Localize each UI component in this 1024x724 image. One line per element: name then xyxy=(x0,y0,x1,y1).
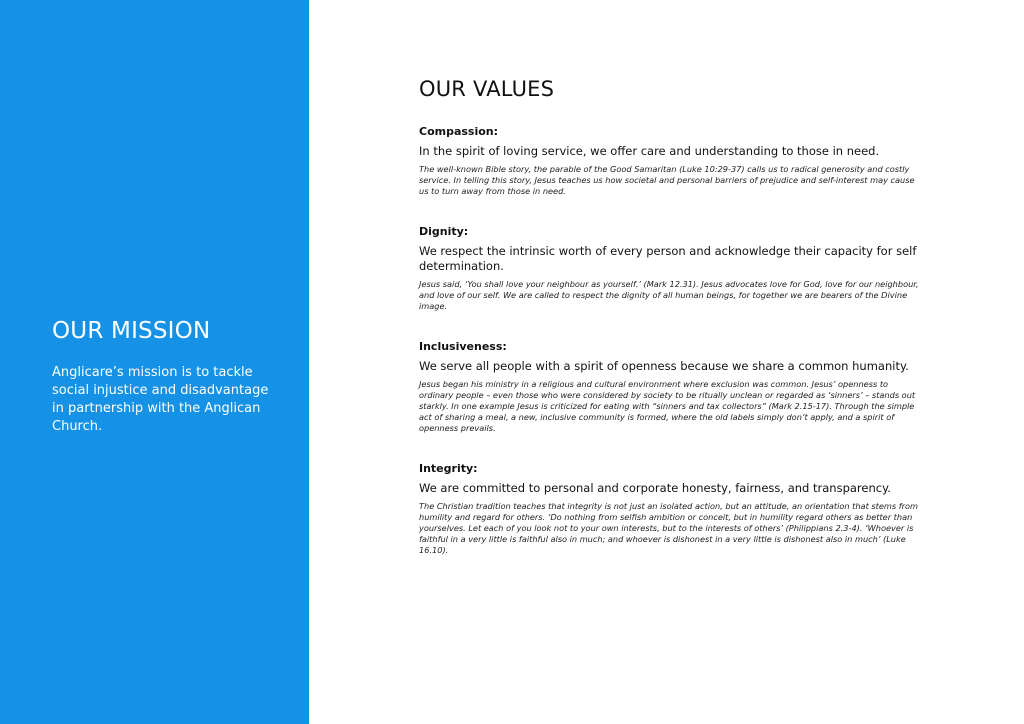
value-name: Compassion: xyxy=(419,125,499,138)
value-inclusiveness xyxy=(419,340,919,434)
value-summary: In the spirit of loving service, we offer care and understanding to those in need. xyxy=(419,144,880,158)
value-compassion xyxy=(419,125,919,197)
mission-title: OUR MISSION xyxy=(52,318,211,344)
values-title: OUR VALUES xyxy=(419,77,555,101)
value-name: Dignity: xyxy=(419,225,469,238)
value-integrity xyxy=(419,462,919,556)
value-detail: Jesus began his ministry in a religious and cultural environment where exclusion was common. Jesus’ openness to ordinary people – even those who were considered by society to be ritually unclean or regarded as ‘sinners’ – stands out starkly. In one example Jesus is criticized for eating with “sinners and tax collectors” (Mark 2.15-17). Through the simple act of sharing a meal, a new, inclusive community is formed, where the old labels simply don’t apply, and a spirit of openness prevails. xyxy=(419,379,916,433)
value-summary: We serve all people with a spirit of openness because we share a common humanity. xyxy=(419,359,909,373)
value-detail: The well-known Bible story, the parable of the Good Samaritan (Luke 10:29-37) calls us to radical generosity and costly service. In telling this story, Jesus teaches us how societal and personal barriers of prejudice and self-interest may cause us to turn away from those in need. xyxy=(419,164,915,196)
value-detail: Jesus said, ‘You shall love your neighbour as yourself.’ (Mark 12.31). Jesus advocates love for God, love for our neighbour, and love of our self. We are called to respect the dignity of all human beings, for together we are bearers of the Divine image. xyxy=(419,279,919,311)
value-name: Inclusiveness: xyxy=(419,340,507,353)
value-name: Integrity: xyxy=(419,462,478,475)
mission-text: Anglicare’s mission is to tackle social injustice and disadvantage in partnership with the Anglican Church. xyxy=(52,365,269,434)
value-detail: The Christian tradition teaches that integrity is not just an isolated action, but an attitude, an orientation that stems from humility and regard for others. ‘Do nothing from selfish ambition or conceit, but in humility regard others as better than yourselves. Let each of you look not to your own interests, but to the interests of others’ (Philippians 2.3-4). ‘Whoever is faithful in a very little is faithful also in much; and whoever is dishonest in a very little is dishonest also in much’ (Luke 16.10). xyxy=(419,501,918,555)
mission-sidebar xyxy=(0,0,309,724)
value-summary: We are committed to personal and corporate honesty, fairness, and transparency. xyxy=(419,481,891,495)
values-section xyxy=(419,77,919,584)
value-summary: We respect the intrinsic worth of every person and acknowledge their capacity for self determination. xyxy=(419,244,917,273)
value-dignity xyxy=(419,225,919,312)
